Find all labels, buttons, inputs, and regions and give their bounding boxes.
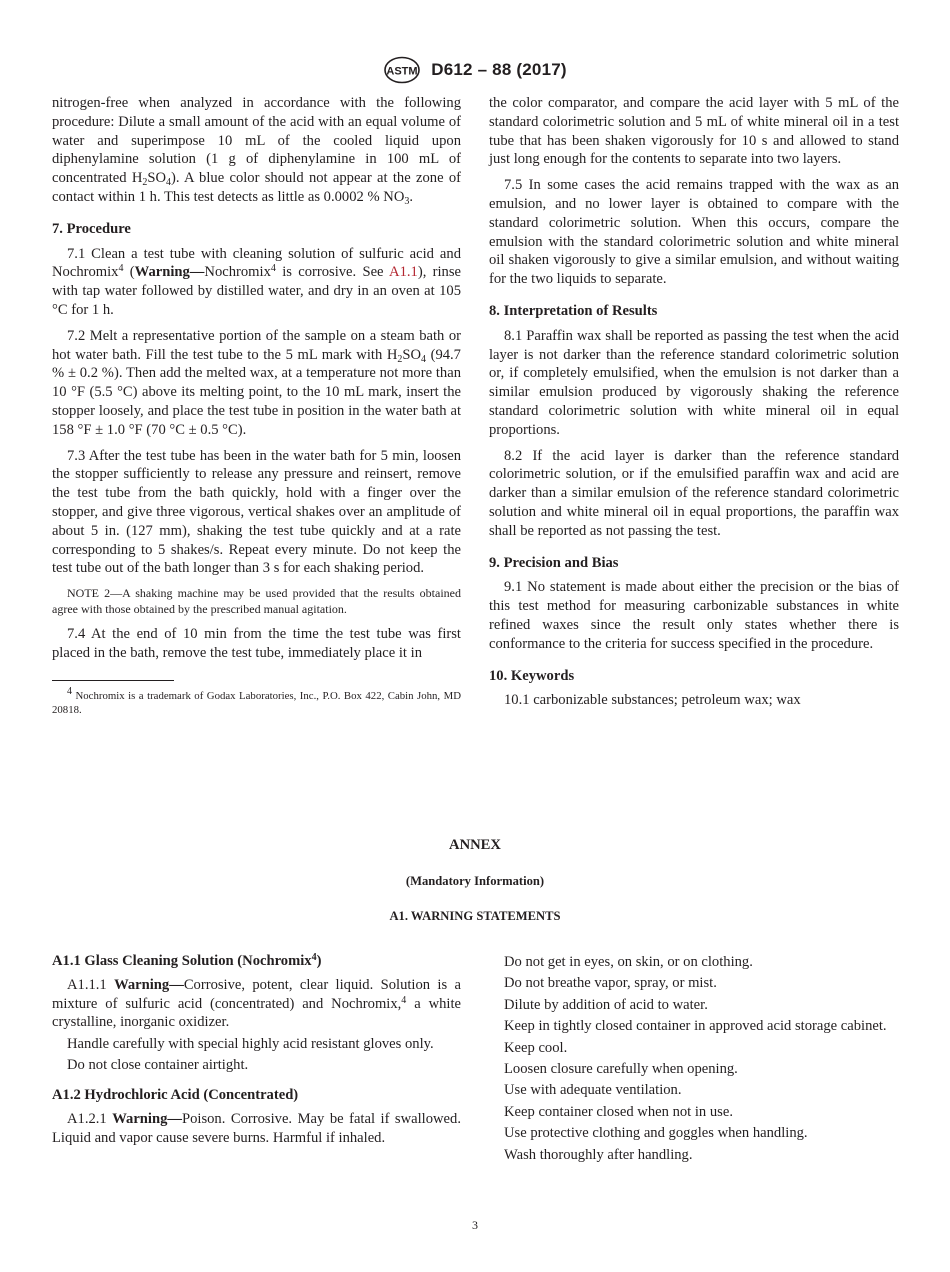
warning-item: Dilute by addition of acid to water. <box>504 996 708 1013</box>
warning-item: Use protective clothing and goggles when handling. <box>504 1125 808 1142</box>
paragraph-7-5: 7.5 In some cases the acid remains trapped with the wax as an emulsion, and no lower layer is obtained to compare with the standard colorimetric solution. When this occurs, compare the emulsion with the standard colorimetric solution and white mineral oil shaken vigorously to give a similar emulsion, and without waiting for the two liquids to separate. <box>489 177 899 288</box>
footnote-4: $^4$ Nochromix is a trademark of Godax Laboratories, Inc., P.O. Box 422, Cabin John, MD 20818. <box>52 685 461 717</box>
warning-item: Keep in tightly closed container in approved acid storage cabinet. <box>504 1018 887 1035</box>
paragraph-9-1: 9.1 No statement is made about either the precision or the bias of this test method for measuring carbonizable substances in white refined waxes since the result only states whether there is conformance to the criteria for success specified in the procedure. <box>489 579 899 652</box>
a1-2-heading: A1.2 Hydrochloric Acid (Concentrated) <box>52 1086 299 1103</box>
annex-left-column <box>52 952 461 1150</box>
paragraph-7-4: 7.4 At the end of 10 min from the time the test tube was first placed in the bath, remove the test tube, immediately place it in <box>52 626 461 662</box>
paragraph-8-2: 8.2 If the acid layer is darker than the reference standard colorimetric solution, or if the emulsified paraffin wax and acid are darker than a similar emulsion of the reference standard colorimetric solution and white mineral oil in equal proportions, the paraffin wax shall be reported as not passing the test. <box>489 447 899 539</box>
paragraph-continued-right: the color comparator, and compare the acid layer with 5 mL of the standard colorimetric solution and 5 mL of white mineral oil in a test tube that has been shaken vigorously for 10 s and allowed to stand just long enough for the contents to separate into two layers. <box>489 95 899 168</box>
a1-1-1: A1.1.1 Warning—Corrosive, potent, clear liquid. Solution is a mixture of sulfuric acid (concentrated) and Nochromix,$^4$ a white crystalline, inorganic oxidizer. <box>52 976 461 1031</box>
paragraph-8-1: 8.1 Paraffin wax shall be reported as passing the test when the acid layer is not darker than the reference standard colorimetric solution or, if completely emulsified, when the emulsion is not darker than a similar emulsion produced by vigorously shaking the reference standard colorimetric solution with white mineral oil in equal proportions. <box>489 327 899 438</box>
link-a1-1[interactable]: A1.1 <box>389 264 418 281</box>
astm-logo-icon <box>383 56 421 84</box>
section-8-heading: 8. Interpretation of Results <box>489 302 658 319</box>
section-7-heading: 7. Procedure <box>52 220 131 237</box>
a1-1-handle: Handle carefully with special highly acid resistant gloves only. <box>67 1035 434 1052</box>
warning-item: Wash thoroughly after handling. <box>504 1146 693 1163</box>
paragraph-10-1: 10.1 carbonizable substances; petroleum wax; wax <box>504 692 801 709</box>
annex-title: ANNEX <box>449 837 501 853</box>
right-column <box>489 94 899 710</box>
warning-item: Do not get in eyes, on skin, or on clothing. <box>504 954 753 970</box>
annex-right-column <box>489 953 899 1167</box>
warning-item: Loosen closure carefully when opening. <box>504 1060 738 1077</box>
page-header <box>0 56 950 86</box>
warning-item: Use with adequate ventilation. <box>504 1082 682 1099</box>
paragraph-continued: nitrogen-free when analyzed in accordance with the following procedure: Dilute a small amount of the acid with an equal volume of water and superimpose 10 mL of the cooled liquid upon diphenylamine solution (1 g of diphenylamine in 100 mL of concentrated $H_2SO_4$). A blue color should not appear at the zone of contact within 1 h. This test detects as little as 0.0002 % $NO_3$. <box>52 95 461 207</box>
annex-section-title: A1. WARNING STATEMENTS <box>389 909 561 923</box>
annex-subtitle: (Mandatory Information) <box>405 874 545 888</box>
footnote-divider <box>52 680 174 681</box>
page-number: 3 <box>472 1218 478 1232</box>
svg-text:ASTM: ASTM <box>386 65 418 78</box>
warning-item: Do not breathe vapor, spray, or mist. <box>504 975 717 992</box>
a1-1-close-note: Do not close container airtight. <box>67 1057 249 1074</box>
section-10-heading: 10. Keywords <box>489 667 575 684</box>
note-2: NOTE 2—A shaking machine may be used provided that the results obtained agree with those obtained by the prescribed manual agitation. <box>52 586 461 616</box>
paragraph-7-1: 7.1 Clean a test tube with cleaning solution of sulfuric acid and Nochromix$^4$ (Warning—Nochromix$^4$ is corrosive. See A1.1), rinse with tap water followed by distilled water, and dry in an oven at 105 °C for 1 h. <box>52 245 462 318</box>
a1-2-1: A1.2.1 Warning—Poison. Corrosive. May be fatal if swallowed. Liquid and vapor cause severe burns. Harmful if inhaled. <box>52 1110 461 1146</box>
paragraph-7-3: 7.3 After the test tube has been in the water bath for 5 min, loosen the stopper sufficiently to release any pressure and reinsert, remove the test tube from the bath quickly, hold with a finger over the stopper, and give three vigorous, vertical shakes over an amplitude of about 5 in. (127 mm), shaking the test tube quickly and at a rate corresponding to 5 shakes/s. Repeat every minute. Do not keep the test tube out of the bath longer than 3 s for each shaking period. <box>52 447 461 577</box>
warning-item: Keep container closed when not in use. <box>504 1103 733 1120</box>
left-column <box>52 94 461 717</box>
paragraph-7-2: 7.2 Melt a representative portion of the sample on a steam bath or hot water bath. Fill the test tube to the 5 mL mark with $H_2SO_4$ (94.7 % ± 0.2 %). Then add the melted wax, at a temperature not more than 10 °F (5.5 °C) above its melting point, to the 10 mL mark, insert the stopper loosely, and place the test tube in position in the water bath at 158 °F ± 1.0 °F (70 °C ± 0.5 °C). <box>52 327 461 438</box>
document-designation: D612 – 88 (2017) <box>431 60 567 79</box>
a1-1-heading: A1.1 Glass Cleaning Solution (Nochromix$^4$) <box>52 952 322 969</box>
section-9-heading: 9. Precision and Bias <box>489 554 619 571</box>
warning-item: Keep cool. <box>504 1039 568 1056</box>
